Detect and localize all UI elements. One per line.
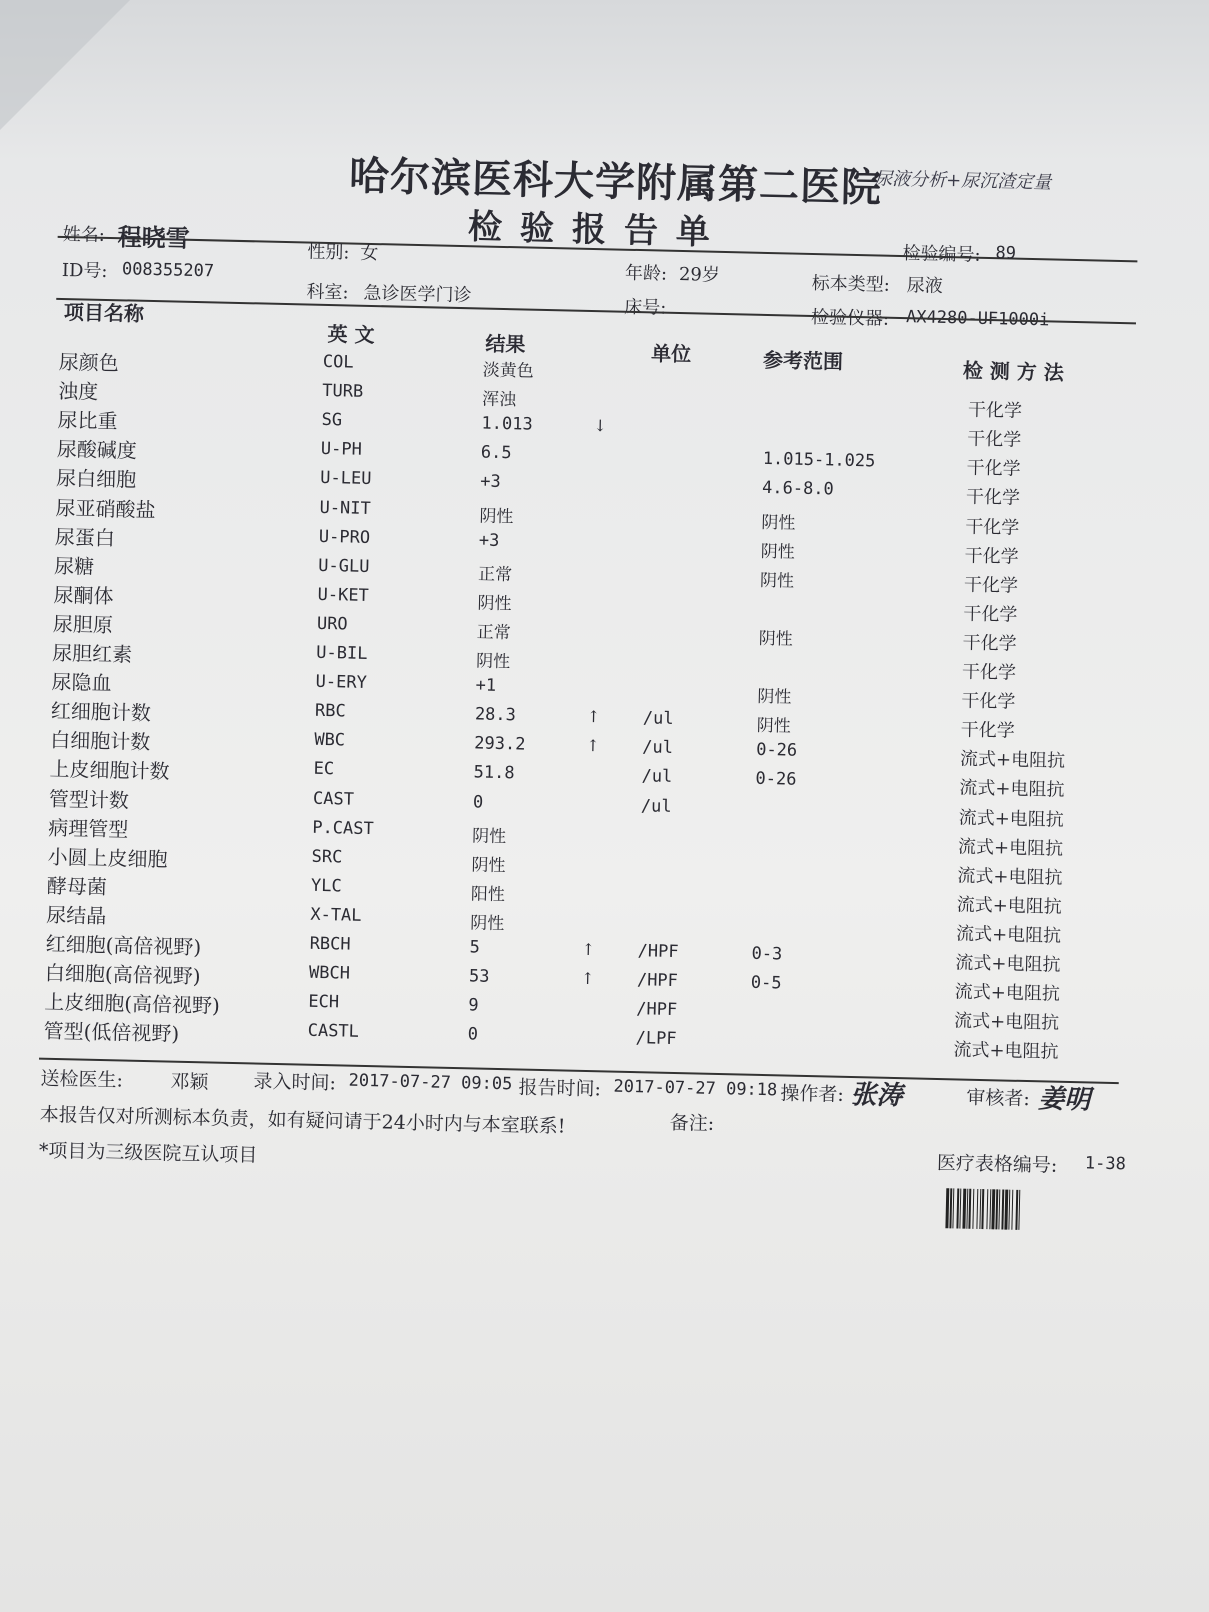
- form-no-label: 医疗表格编号:: [936, 1152, 1058, 1177]
- item-result: 阴性: [471, 825, 507, 847]
- patient-name: 程晓雪: [117, 222, 190, 253]
- item-method: 干化学: [963, 574, 1019, 597]
- item-reference: 0-26: [755, 769, 797, 791]
- item-name: 尿酮体: [53, 582, 114, 608]
- gender-label: 性别:: [307, 241, 350, 264]
- item-name: 尿结晶: [46, 902, 107, 928]
- item-code: WBCH: [308, 962, 351, 984]
- item-flag: ↑: [580, 968, 595, 989]
- item-flag: ↑: [581, 939, 596, 960]
- item-unit: /ul: [642, 737, 674, 759]
- item-unit: /HPF: [636, 970, 679, 992]
- item-name: 尿酸碱度: [56, 437, 138, 463]
- doctor-label: 送检医生:: [40, 1067, 124, 1092]
- item-result: 浑浊: [481, 389, 517, 411]
- item-code: P.CAST: [312, 817, 374, 839]
- item-result: 淡黄色: [482, 360, 534, 382]
- item-code: U-KET: [317, 584, 370, 606]
- item-name: 红细胞(高倍视野): [45, 931, 202, 960]
- item-reference: 阴性: [756, 716, 791, 737]
- item-code: URO: [316, 613, 348, 635]
- item-reference: 阴性: [759, 570, 795, 592]
- item-method: 干化学: [961, 690, 1016, 713]
- item-code: RBCH: [309, 933, 351, 955]
- item-method: 流式+电阻抗: [959, 777, 1065, 802]
- item-code: U-BIL: [316, 642, 368, 664]
- reviewer-signature: 姜明: [1038, 1084, 1091, 1116]
- item-code: U-ERY: [315, 671, 368, 694]
- patient-id: 008355207: [121, 259, 215, 282]
- specimen-type: 尿液: [906, 275, 944, 297]
- item-name: 病理管型: [47, 815, 129, 842]
- item-code: U-PRO: [318, 526, 371, 548]
- item-result: 9: [468, 995, 479, 1016]
- item-code: YLC: [310, 875, 342, 897]
- item-method: 干化学: [962, 632, 1017, 655]
- item-result: 阴性: [469, 913, 505, 935]
- report-time-label: 报告时间:: [518, 1076, 602, 1101]
- item-method: 干化学: [964, 545, 1019, 568]
- col-header-result: 结果: [485, 331, 526, 357]
- item-reference: 阴性: [757, 686, 792, 708]
- item-reference: 0-26: [755, 740, 798, 762]
- item-name: 尿隐血: [51, 669, 112, 696]
- item-reference: 1.015-1.025: [762, 449, 876, 472]
- reviewer-label: 审核者:: [966, 1086, 1031, 1111]
- operator-signature: 张涛: [850, 1080, 903, 1112]
- item-name: 尿蛋白: [54, 524, 116, 550]
- paper-corner-fold: [0, 0, 130, 130]
- item-method: 干化学: [960, 719, 1015, 742]
- instrument-label: 检验仪器:: [810, 306, 890, 330]
- disclaimer: 本报告仅对所测标本负责，如有疑问请于24小时内与本室联系!: [39, 1103, 566, 1138]
- item-name: 白细胞(高倍视野): [44, 960, 201, 989]
- item-code: U-GLU: [318, 555, 370, 577]
- item-unit: /ul: [640, 795, 672, 817]
- item-code: WBC: [314, 730, 346, 751]
- item-name: 酵母菌: [46, 873, 108, 899]
- item-flag: ↓: [593, 416, 608, 436]
- barcode: [945, 1188, 1022, 1230]
- item-name: 尿颜色: [58, 349, 120, 376]
- age-label: 年龄:: [624, 262, 668, 285]
- item-reference: 0-3: [751, 943, 783, 965]
- remark-label: 备注:: [669, 1111, 715, 1135]
- specimen-label: 标本类型:: [811, 272, 891, 296]
- item-code: RBC: [314, 700, 346, 722]
- item-method: 流式+电阻抗: [953, 1039, 1059, 1064]
- item-name: 浊度: [57, 378, 99, 404]
- item-reference: 4.6-8.0: [761, 478, 835, 500]
- entry-time: 2017-07-27 09:05: [348, 1070, 513, 1095]
- hospital-name: 哈尔滨医科大学附属第二医院: [348, 152, 883, 212]
- item-reference: 阴性: [758, 628, 793, 650]
- item-name: 尿比重: [57, 408, 118, 434]
- item-result: 0: [472, 791, 484, 813]
- col-header-reference: 参考范围: [762, 347, 844, 374]
- patient-dept: 急诊医学门诊: [363, 282, 472, 307]
- item-result: 51.8: [473, 762, 515, 784]
- item-name: 尿胆红素: [51, 640, 133, 667]
- item-result: 293.2: [474, 733, 526, 755]
- report-title: 检验报告单: [467, 207, 729, 254]
- mutual-recognition-note: *项目为三级医院互认项目: [38, 1139, 258, 1167]
- item-unit: /ul: [642, 708, 674, 730]
- item-method: 干化学: [965, 516, 1020, 539]
- item-result: 阴性: [471, 855, 506, 876]
- item-result: 0: [467, 1024, 479, 1045]
- patient-gender: 女: [360, 242, 379, 265]
- bed-label: 床号:: [623, 296, 667, 319]
- col-header-english: 英 文: [327, 321, 375, 348]
- item-code: X-TAL: [310, 904, 362, 926]
- item-result: 阳性: [470, 884, 506, 905]
- item-result: 1.013: [481, 413, 533, 435]
- item-result: 阴性: [475, 651, 511, 673]
- item-method: 流式+电阻抗: [956, 894, 1063, 918]
- item-result: 53: [468, 966, 490, 987]
- col-header-method: 检 测 方 法: [962, 358, 1065, 385]
- item-name: 管型(低倍视野): [43, 1019, 180, 1047]
- item-name: 上皮细胞(高倍视野): [44, 989, 221, 1018]
- item-unit: /LPF: [635, 1028, 677, 1050]
- item-result: +3: [479, 471, 501, 493]
- form-no: 1-38: [1084, 1153, 1127, 1175]
- item-unit: /ul: [641, 766, 673, 788]
- sample-no: 89: [995, 243, 1017, 264]
- item-code: ECH: [308, 991, 340, 1013]
- col-header-name: 项目名称: [63, 299, 145, 326]
- item-code: U-NIT: [319, 497, 371, 519]
- patient-age: 29岁: [678, 263, 721, 286]
- item-method: 干化学: [963, 603, 1018, 626]
- item-name: 红细胞计数: [50, 698, 152, 726]
- col-header-unit: 单位: [650, 341, 692, 367]
- item-reference: 0-5: [750, 972, 782, 994]
- item-name: 管型计数: [48, 786, 130, 813]
- doctor-name: 邓颖: [170, 1070, 209, 1094]
- item-result: 正常: [476, 622, 512, 644]
- item-name: 上皮细胞计数: [49, 757, 170, 784]
- item-name: 白细胞计数: [49, 728, 151, 755]
- item-reference: 阴性: [761, 512, 796, 534]
- item-method: 流式+电阻抗: [957, 865, 1063, 889]
- item-flag: ↑: [586, 736, 600, 756]
- item-result: 5: [469, 937, 481, 958]
- item-result: +3: [478, 530, 500, 551]
- item-code: SRC: [311, 846, 343, 868]
- item-code: U-LEU: [320, 468, 372, 490]
- item-method: 干化学: [965, 486, 1021, 510]
- instrument: AX4280-UF1000i: [905, 307, 1050, 331]
- report-time: 2017-07-27 09:18: [613, 1076, 778, 1101]
- item-method: 流式+电阻抗: [954, 981, 1061, 1005]
- item-result: 阴性: [477, 593, 512, 615]
- item-result: 6.5: [480, 442, 512, 464]
- item-method: 流式+电阻抗: [957, 836, 1064, 860]
- item-unit: /HPF: [637, 941, 679, 963]
- item-method: 流式+电阻抗: [953, 1010, 1060, 1034]
- test-type-note: 尿液分析+尿沉渣定量: [873, 168, 1052, 194]
- name-label: 姓名:: [62, 223, 106, 246]
- item-reference: 阴性: [760, 541, 795, 563]
- item-code: CAST: [312, 788, 355, 810]
- item-name: 尿糖: [53, 553, 95, 579]
- item-flag: ↑: [586, 707, 601, 727]
- item-method: 干化学: [966, 457, 1021, 481]
- item-code: SG: [321, 410, 343, 431]
- item-name: 尿胆原: [52, 611, 114, 638]
- item-method: 干化学: [961, 661, 1017, 684]
- item-name: 小圆上皮细胞: [47, 844, 168, 872]
- item-code: CASTL: [307, 1021, 360, 1043]
- operator-label: 操作者:: [780, 1082, 845, 1106]
- item-code: U-PH: [320, 439, 363, 461]
- item-name: 尿白细胞: [55, 466, 137, 493]
- item-code: EC: [313, 759, 335, 780]
- item-code: COL: [322, 351, 354, 373]
- item-method: 干化学: [967, 428, 1022, 451]
- item-result: 正常: [477, 564, 513, 585]
- item-result: +1: [475, 675, 497, 696]
- lab-report-sheet: [0, 127, 1170, 1303]
- item-method: 干化学: [967, 399, 1023, 422]
- item-unit: /HPF: [636, 999, 678, 1021]
- item-method: 流式+电阻抗: [959, 748, 1066, 773]
- item-method: 流式+电阻抗: [958, 806, 1065, 831]
- item-method: 流式+电阻抗: [955, 923, 1062, 947]
- item-method: 流式+电阻抗: [955, 952, 1061, 976]
- entry-time-label: 录入时间:: [253, 1070, 337, 1095]
- dept-label: 科室:: [306, 281, 349, 304]
- id-label: ID号:: [61, 259, 108, 282]
- item-code: TURB: [322, 380, 364, 402]
- item-name: 尿亚硝酸盐: [55, 495, 156, 522]
- item-result: 阴性: [479, 505, 514, 527]
- item-result: 28.3: [474, 704, 517, 726]
- sample-no-label: 检验编号:: [902, 243, 981, 266]
